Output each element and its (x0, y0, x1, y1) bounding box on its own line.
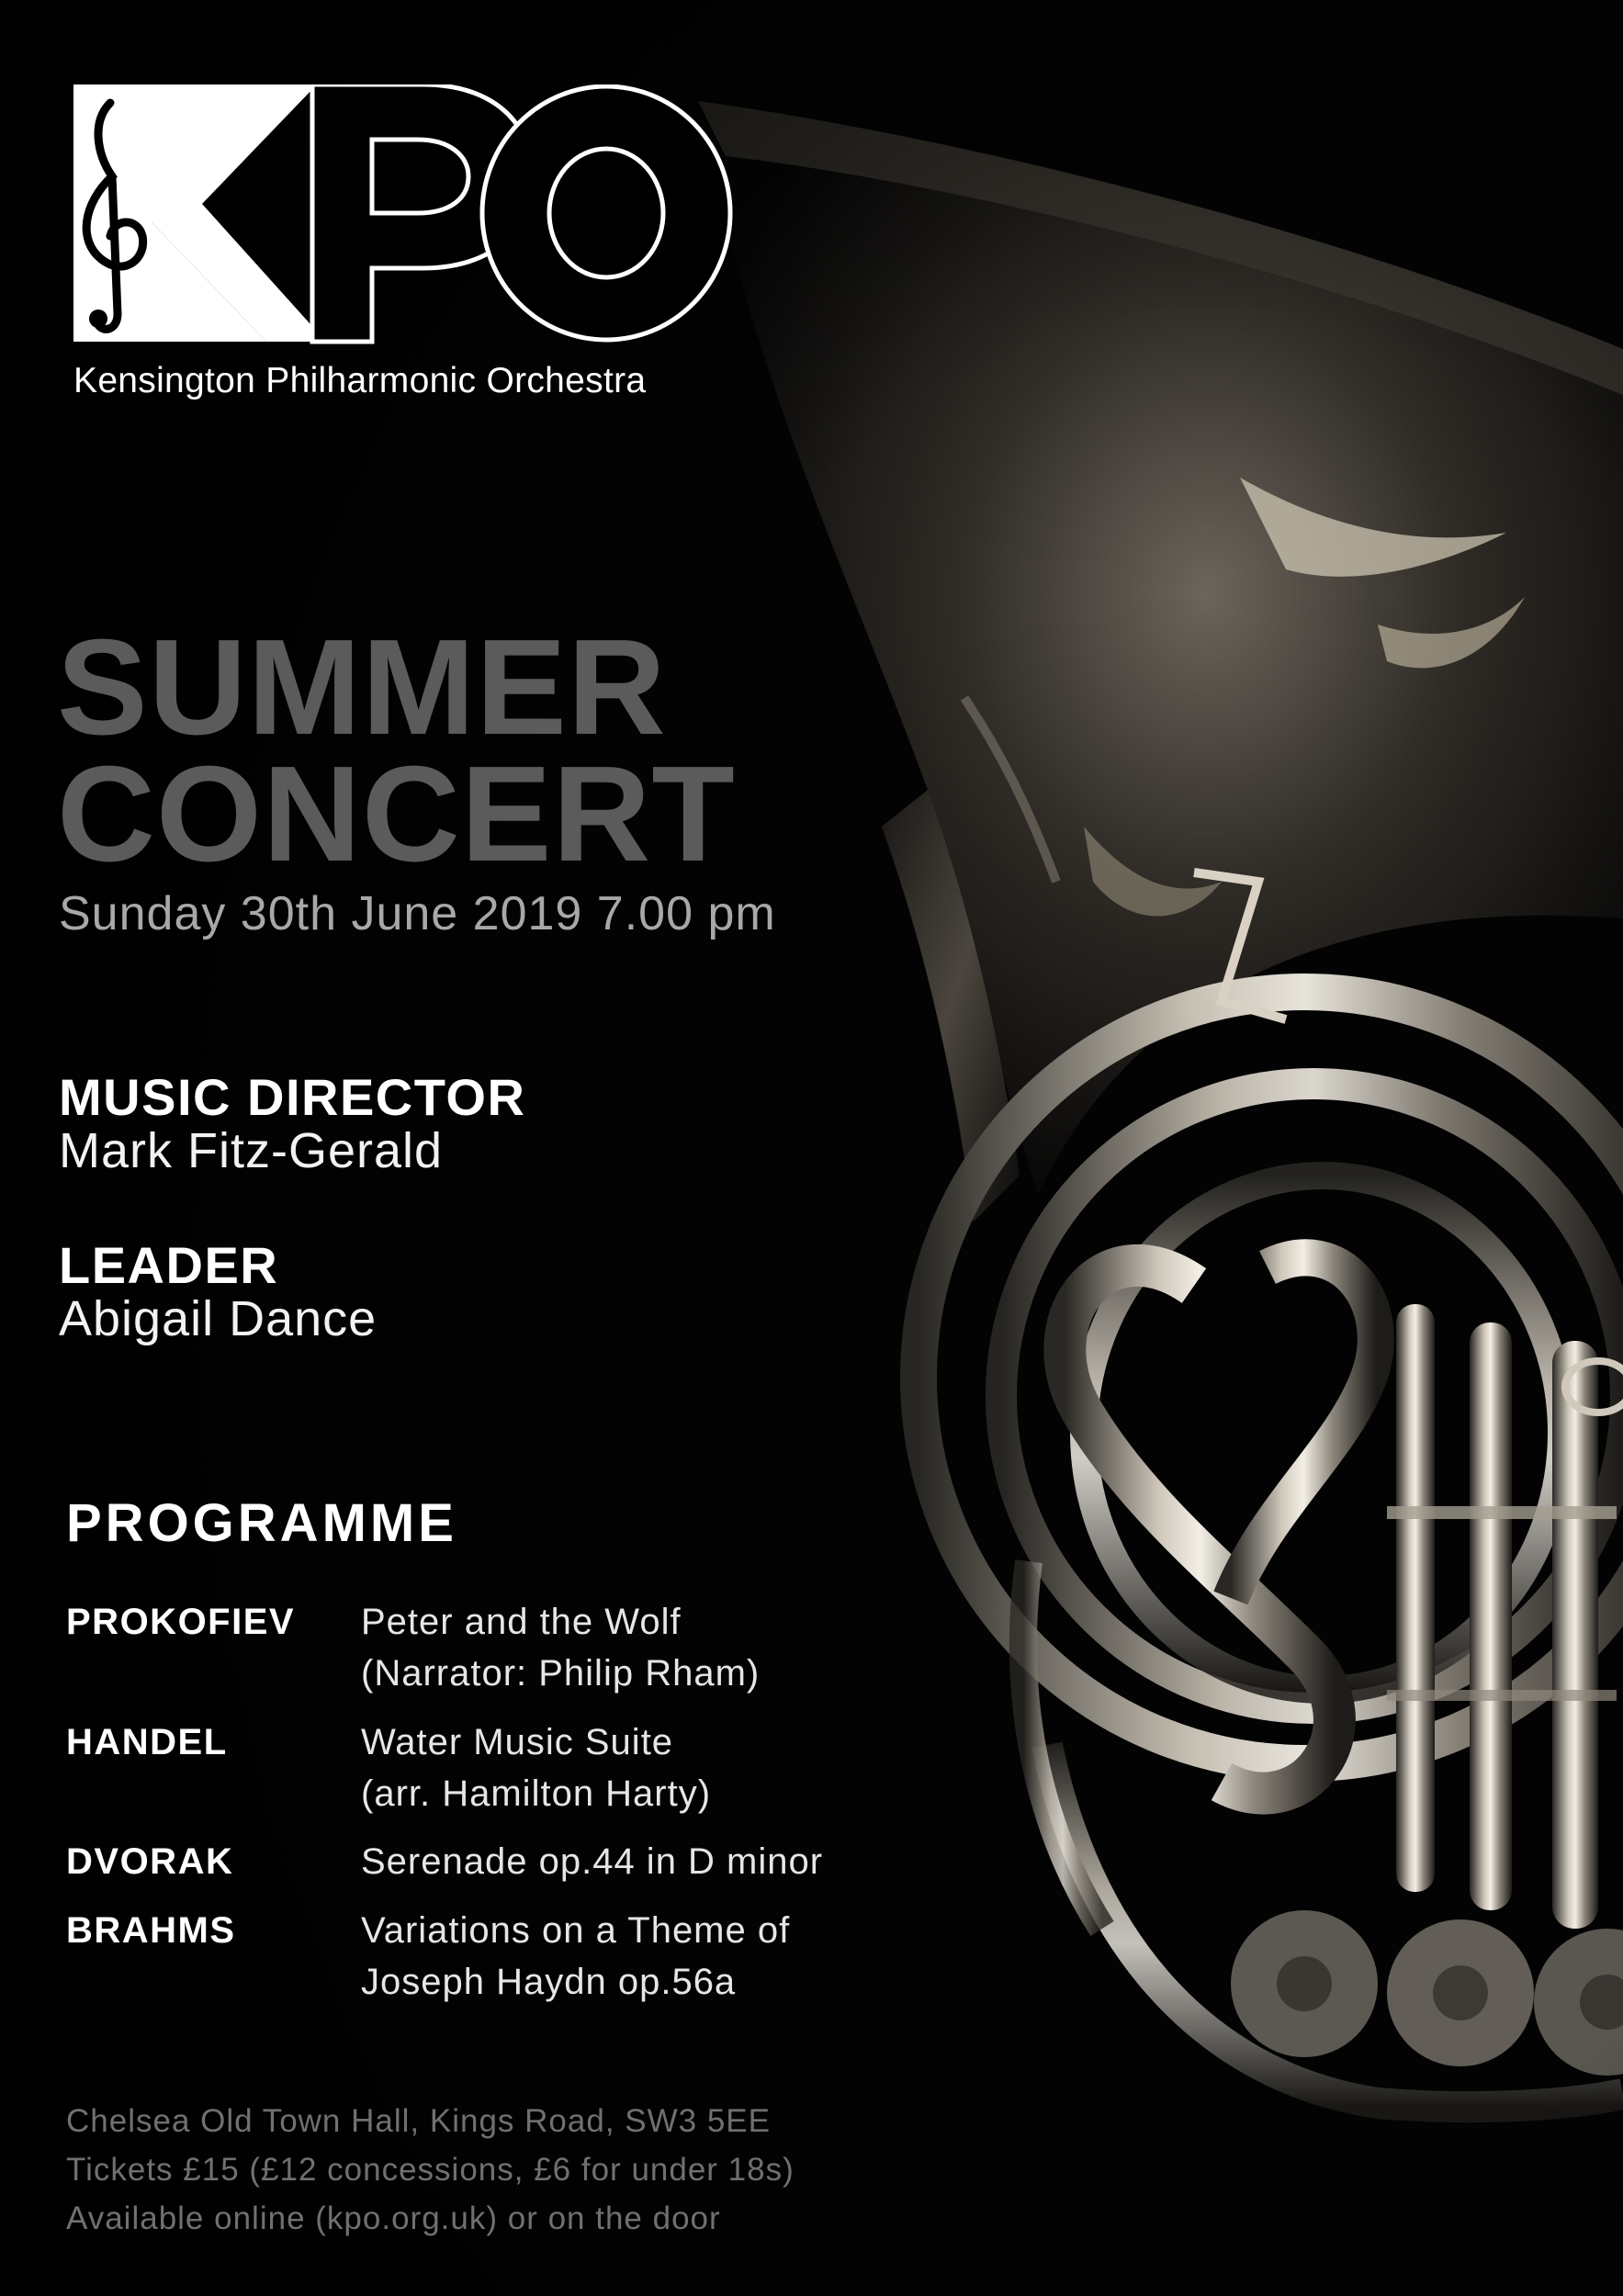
leader-label: LEADER (59, 1236, 279, 1294)
title-line-2: CONCERT (57, 738, 736, 890)
programme-work (361, 1596, 760, 1699)
programme-work (361, 1836, 823, 1887)
composer-name: PROKOFIEV (66, 1602, 296, 1642)
work-title: Water Music Suite (361, 1722, 674, 1762)
orchestra-name: Kensington Philharmonic Orchestra (73, 361, 647, 400)
work-title: Peter and the Wolf (361, 1602, 682, 1642)
programme-work (361, 1905, 790, 2008)
programme-work (361, 1716, 711, 1819)
ticket-info: Tickets £15 (£12 concessions, £6 for under 18s) (66, 2152, 795, 2188)
composer-name: BRAHMS (66, 1910, 236, 1951)
work-note: Joseph Haydn op.56a (361, 1962, 737, 2002)
leader-name: Abigail Dance (59, 1291, 378, 1346)
work-title: Serenade op.44 in D minor (361, 1841, 824, 1882)
composer-name: DVORAK (66, 1841, 234, 1882)
title-line-1: SUMMER (57, 612, 667, 763)
work-title: Variations on a Theme of (361, 1910, 791, 1951)
concert-title (57, 612, 736, 890)
composer-name: HANDEL (66, 1722, 228, 1762)
work-note: (Narrator: Philip Rham) (361, 1653, 761, 1694)
kpo-logo (73, 84, 735, 351)
venue-info: Chelsea Old Town Hall, Kings Road, SW3 5EE (66, 2103, 771, 2139)
music-director-label: MUSIC DIRECTOR (59, 1068, 526, 1126)
work-note: (arr. Hamilton Harty) (361, 1773, 712, 1814)
availability-info: Available online (kpo.org.uk) or on the door (66, 2200, 721, 2236)
music-director-name: Mark Fitz-Gerald (59, 1123, 444, 1178)
concert-datetime: Sunday 30th June 2019 7.00 pm (59, 887, 776, 940)
programme-heading: PROGRAMME (66, 1493, 457, 1553)
